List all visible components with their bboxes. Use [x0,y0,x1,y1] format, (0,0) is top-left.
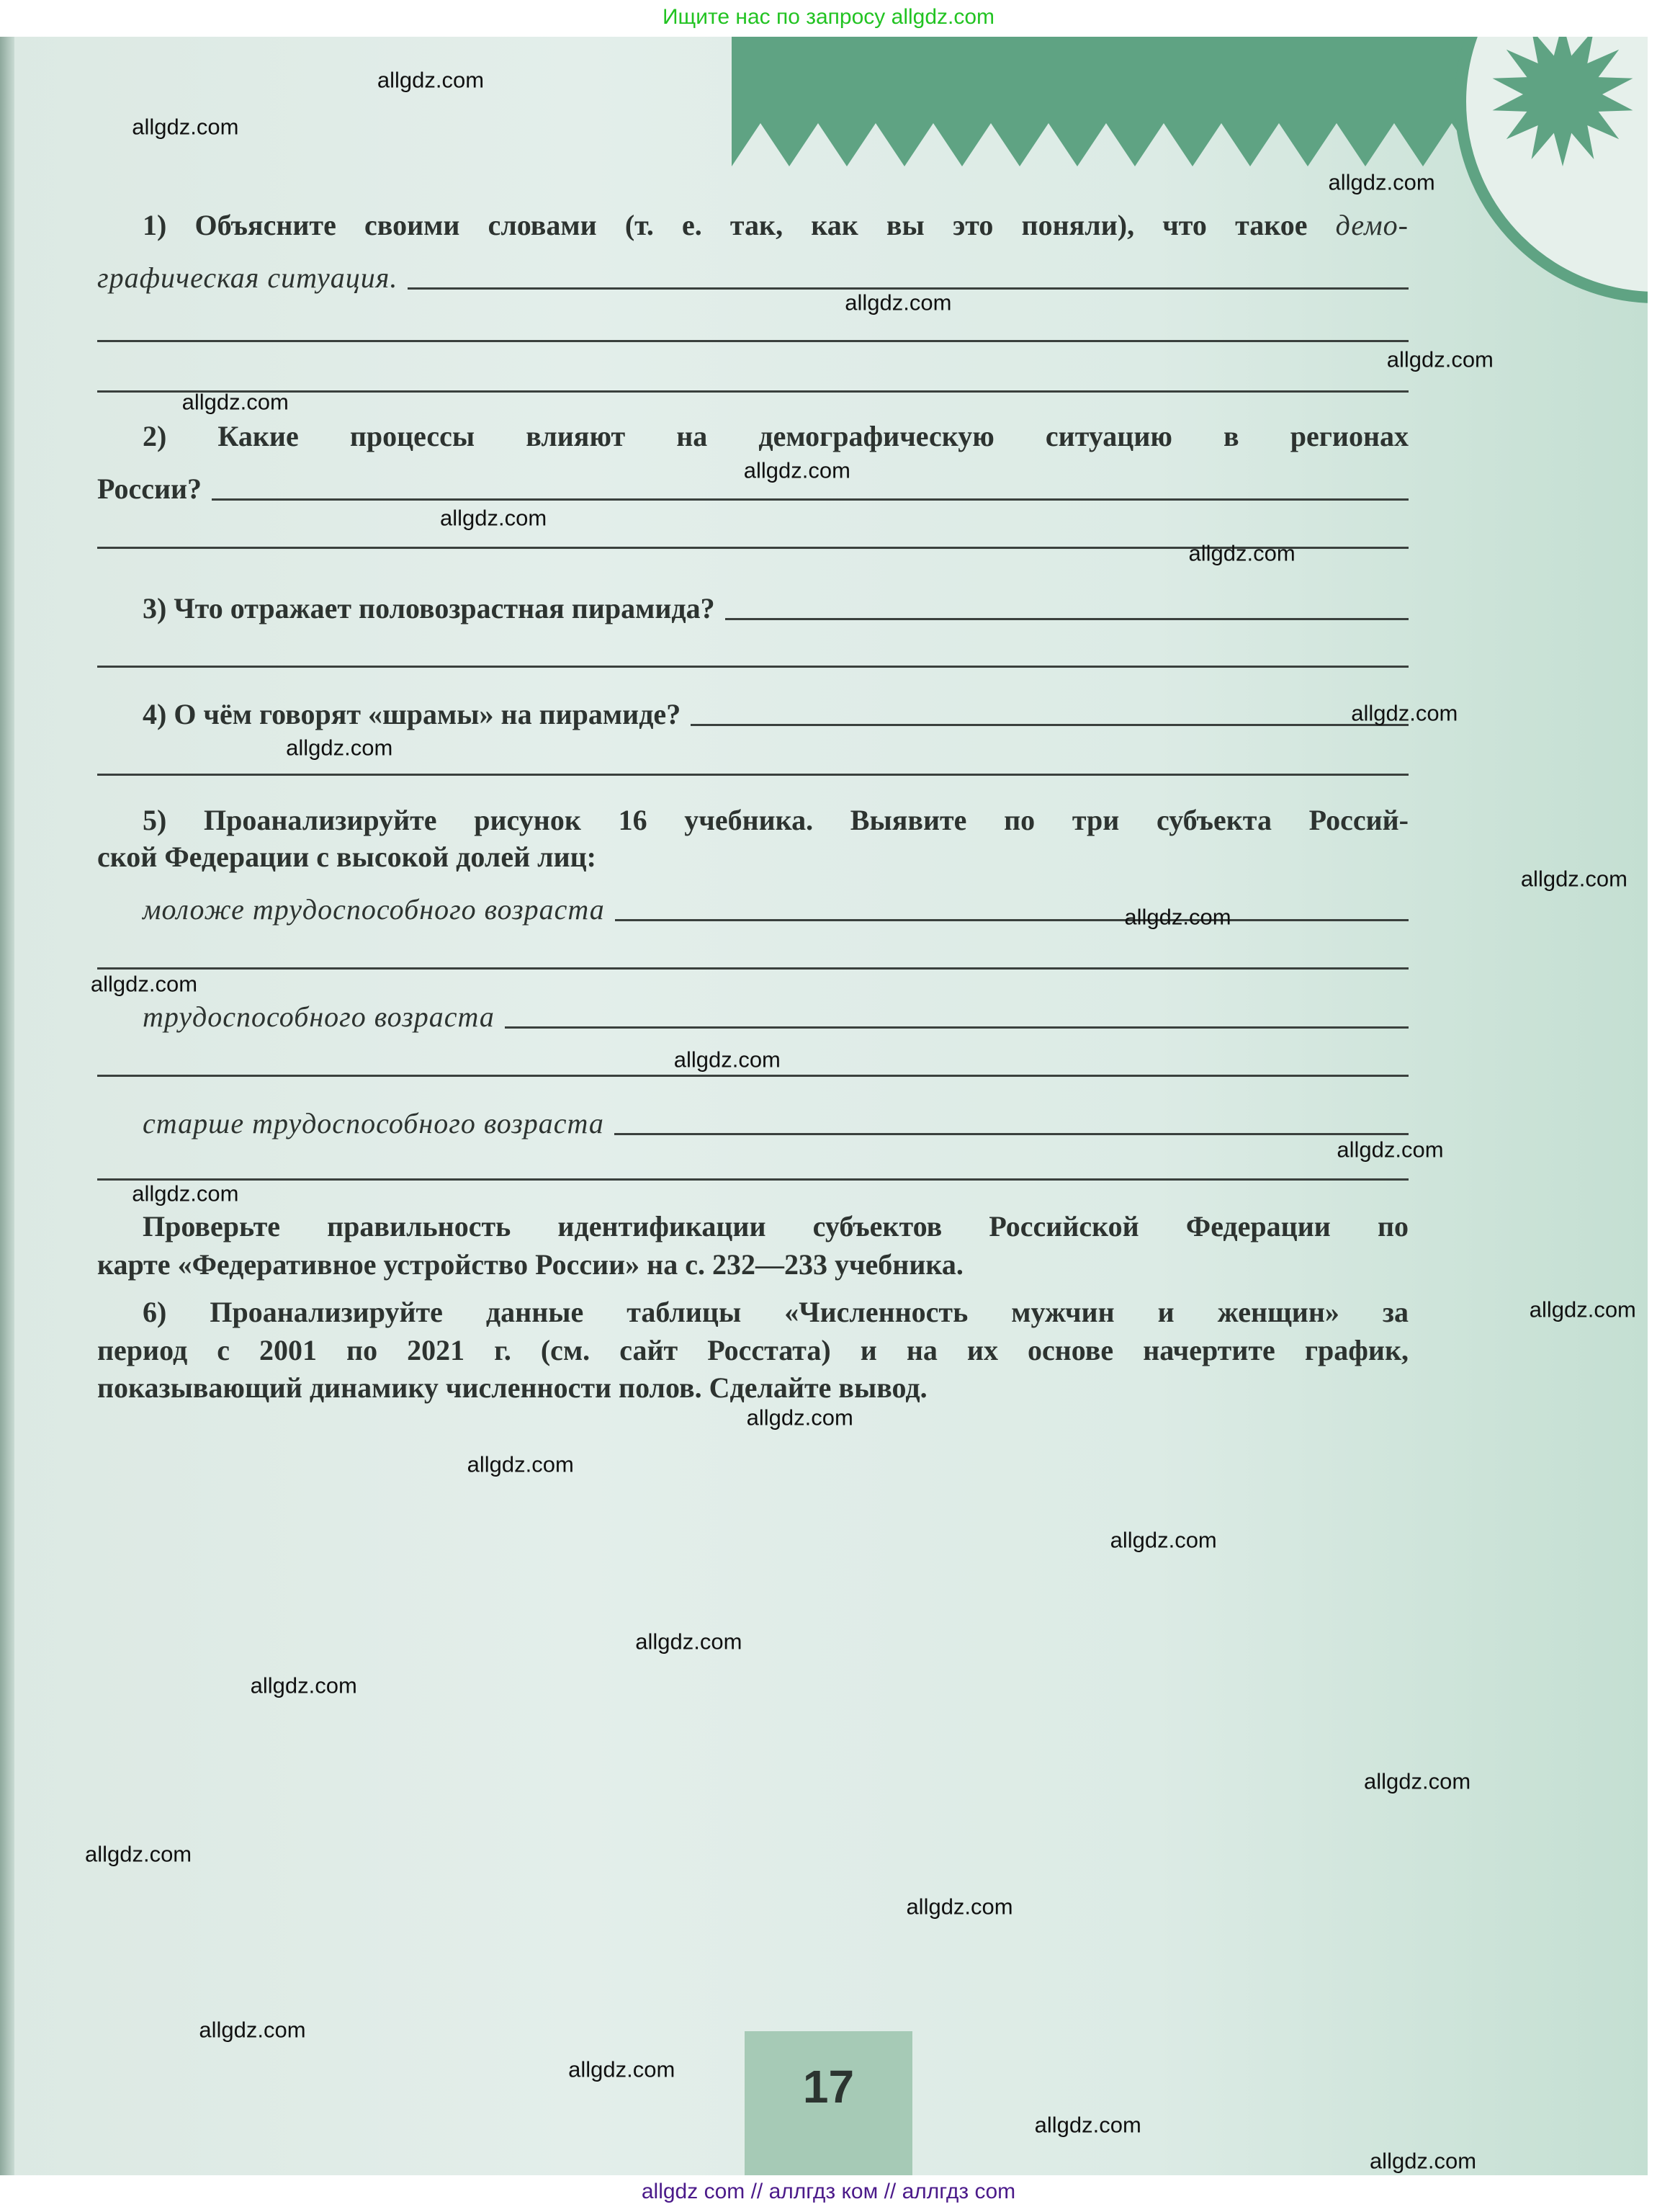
question-6-text-3: показывающий динамику численности полов. Сделайте вывод. [97,1371,928,1404]
answer-row[interactable] [97,313,1409,348]
older-age-row [143,1106,1409,1141]
watermark-text: allgdz.com [1328,169,1435,195]
question-1-text: 1) Объясните своими словами (т. е. так, как вы это поняли), что такое [143,209,1336,241]
watermark-text: allgdz.com [132,1181,239,1206]
older-age-label: старше трудоспособного возраста [143,1107,604,1139]
question-1-term-start: демо- [1335,209,1409,241]
watermark-text: allgdz.com [1110,1527,1217,1553]
watermark-text: allgdz.com [132,114,239,140]
question-1-line-2 [97,261,1409,295]
page-number: 17 [802,2061,855,2113]
watermark-text: allgdz.com [1369,2148,1477,2174]
answer-line[interactable] [97,1075,1409,1077]
answer-line[interactable] [97,967,1409,970]
answer-line[interactable] [614,1133,1409,1135]
question-5-line-1 [143,803,1409,838]
working-age-row [143,1000,1409,1034]
question-2-text: 2) Какие процессы влияют на демографическую ситуацию в регионах [143,420,1409,452]
answer-line[interactable] [97,1178,1409,1181]
watermark-text: allgdz.com [439,505,547,531]
younger-age-label: моложе трудоспособного возраста [143,893,605,926]
watermark-text: allgdz.com [1034,2112,1141,2138]
answer-line[interactable] [505,1026,1409,1029]
question-5-line-2 [97,840,1409,874]
question-5-text-end: ской Федерации с высокой долей лиц: [97,841,596,873]
watermark-text: allgdz.com [1520,866,1627,892]
answer-line[interactable] [97,340,1409,342]
watermark-text: allgdz.com [286,735,393,761]
answer-row[interactable] [97,364,1409,398]
watermark-text: allgdz.com [377,67,485,93]
watermark-text: allgdz.com [1364,1768,1471,1794]
watermark-text: allgdz.com [250,1673,357,1698]
question-6-text: 6) Проанализируйте данные таблицы «Численность мужчин и женщин» за [143,1296,1409,1328]
bottom-links-banner: allgdz com // аллгдз ком // аллгдз com [0,2175,1657,2212]
watermark-text: allgdz.com [1337,1137,1444,1163]
watermark-text: allgdz.com [199,2017,306,2043]
watermark-text: allgdz.com [568,2056,675,2082]
answer-line[interactable] [212,498,1409,501]
watermark-text: allgdz.com [1386,346,1494,372]
question-2-line-1 [143,419,1409,454]
watermark-text: allgdz.com [1124,904,1231,930]
question-3 [143,591,1409,626]
watermark-text: allgdz.com [90,971,198,997]
question-4-text: 4) О чём говорят «шрамы» на пирамиде? [143,698,681,730]
answer-line[interactable] [691,724,1409,726]
check-line-1 [143,1209,1409,1244]
question-4 [143,697,1409,732]
answer-line[interactable] [615,919,1409,921]
page-number-box [745,2031,912,2175]
question-1-line-1 [143,208,1409,243]
question-3-text: 3) Что отражает половозрастная пирамида? [143,592,715,624]
question-5-text: 5) Проанализируйте рисунок 16 учебника. Выявите по три субъекта Россий- [143,804,1409,836]
watermark-text: allgdz.com [845,290,952,315]
question-1-term-end: графическая ситуация. [97,261,398,294]
answer-row[interactable] [97,1152,1409,1186]
watermark-text: allgdz.com [84,1841,192,1867]
top-search-banner: Ищите нас по запросу allgdz.com [0,0,1657,37]
question-6-line-1 [143,1295,1409,1330]
check-text-end: карте «Федеративное устройство России» на с. 232—233 учебника. [97,1248,964,1281]
watermark-text: allgdz.com [746,1405,853,1430]
answer-line[interactable] [725,618,1409,620]
working-age-label: трудоспособного возраста [143,1000,495,1033]
question-6-line-2 [97,1333,1409,1368]
watermark-text: allgdz.com [743,457,850,483]
question-2-text-end: России? [97,473,202,505]
answer-row[interactable] [97,941,1409,975]
check-line-2 [97,1248,1409,1282]
check-text: Проверьте правильность идентификации субъектов Российской Федерации по [143,1210,1409,1242]
watermark-text: allgdz.com [673,1047,781,1073]
watermark-text: allgdz.com [181,389,289,415]
answer-line[interactable] [97,666,1409,668]
watermark-text: allgdz.com [1529,1297,1636,1322]
watermark-text: allgdz.com [635,1629,742,1654]
watermark-text: allgdz.com [1351,700,1458,726]
watermark-text: allgdz.com [906,1894,1013,1920]
question-6-text-2: период с 2001 по 2021 г. (см. сайт Росстата) и на их основе начертите график, [97,1334,1409,1366]
answer-line[interactable] [97,774,1409,776]
watermark-text: allgdz.com [467,1451,574,1477]
question-6-line-3 [97,1371,1409,1405]
watermark-text: allgdz.com [1188,540,1295,566]
answer-row[interactable] [97,639,1409,673]
answer-line[interactable] [97,390,1409,393]
